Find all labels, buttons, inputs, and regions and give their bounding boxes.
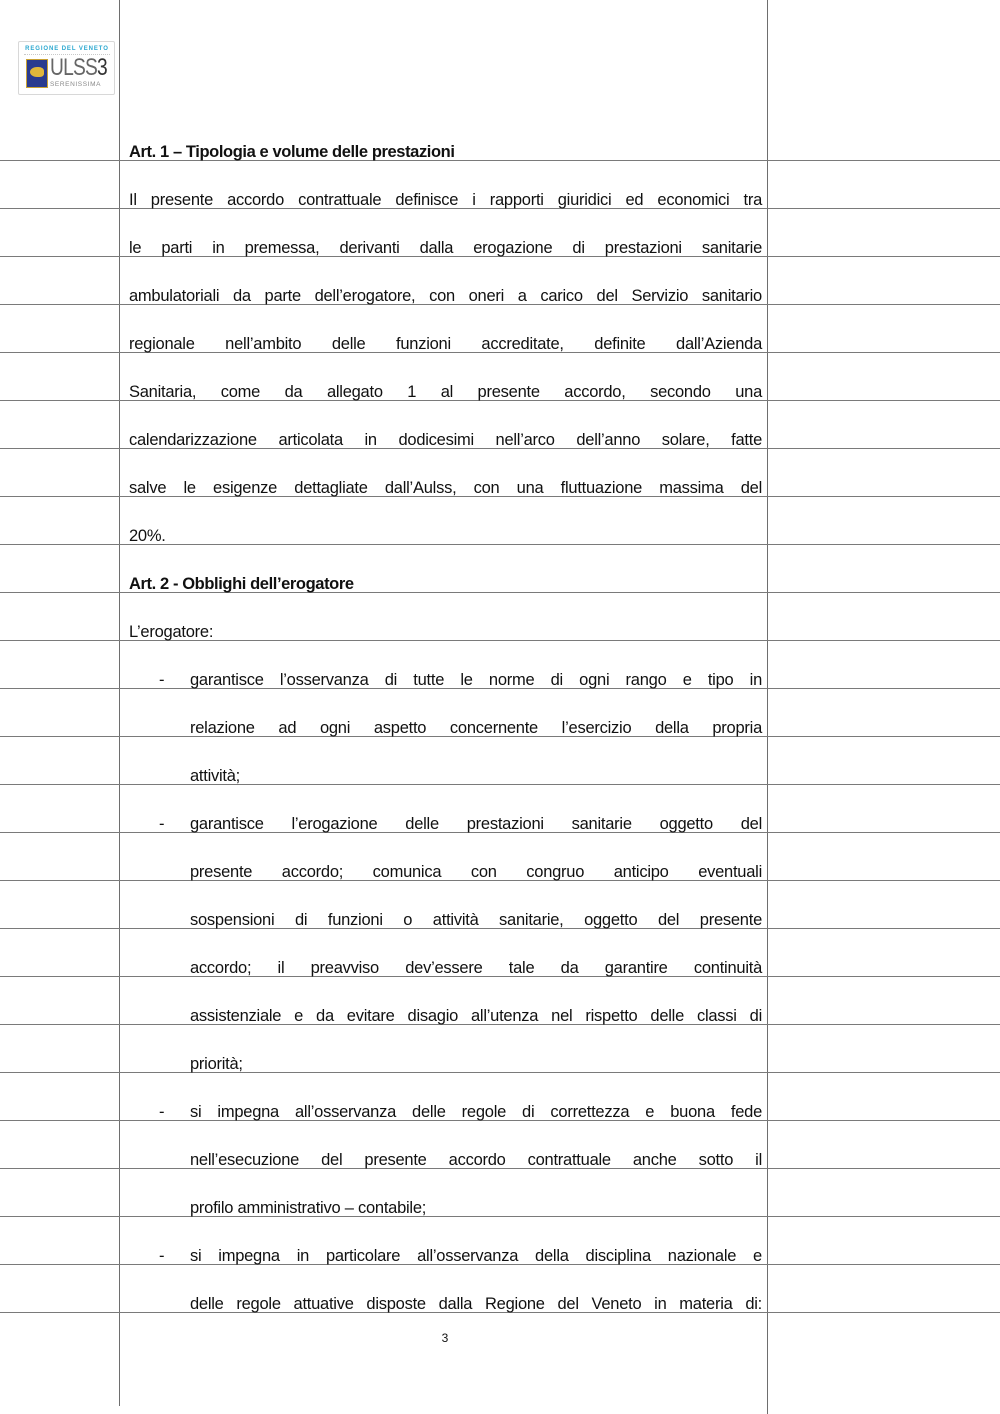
article-1-line: salve le esigenze dettagliate dall’Aulss, con una fluttuazione massima del (129, 479, 762, 497)
logo-brand: ULSS3 (50, 54, 107, 81)
ulss3-logo (18, 41, 115, 95)
list-item-line: sospensioni di funzioni o attività sanitarie, oggetto del presente (190, 911, 762, 929)
list-item-line: relazione ad ogni aspetto concernente l’esercizio della propria (190, 719, 762, 737)
list-item-line: garantisce l’erogazione delle prestazioni sanitarie oggetto del (190, 815, 762, 833)
article-1-line: le parti in premessa, derivanti dalla erogazione di prestazioni sanitarie (129, 239, 762, 257)
list-item-line: si impegna all’osservanza delle regole di correttezza e buona fede (190, 1103, 762, 1121)
list-item-line: accordo; il preavviso dev’essere tale da garantire continuità (190, 959, 762, 977)
list-bullet: - (159, 1247, 165, 1265)
list-item-line: profilo amministrativo – contabile; (190, 1199, 427, 1217)
article-1-line: Il presente accordo contrattuale definisce i rapporti giuridici ed economici tra (129, 191, 762, 209)
article-2-intro: L’erogatore: (129, 623, 214, 641)
list-item-line: delle regole attuative disposte dalla Regione del Veneto in materia di: (190, 1295, 762, 1313)
left-margin-rule (119, 0, 120, 1406)
lion-of-st-mark-crest-icon (26, 59, 48, 88)
article-1-line: ambulatoriali da parte dell’erogatore, con oneri a carico del Servizio sanitario (129, 287, 762, 305)
right-margin-rule (767, 0, 768, 1414)
list-item-line: nell’esecuzione del presente accordo contrattuale anche sotto il (190, 1151, 762, 1169)
page-number: 3 (441, 1331, 449, 1345)
article-1-line: regionale nell’ambito delle funzioni accreditate, definite dall’Azienda (129, 335, 762, 353)
list-item-line: priorità; (190, 1055, 243, 1073)
list-bullet: - (159, 671, 165, 689)
article-1-heading: Art. 1 – Tipologia e volume delle prestazioni (129, 143, 455, 161)
article-1-line: calendarizzazione articolata in dodicesimi nell’arco dell’anno solare, fatte (129, 431, 762, 449)
article-1-line: Sanitaria, come da allegato 1 al presente accordo, secondo una (129, 383, 762, 401)
article-2-heading: Art. 2 - Obblighi dell’erogatore (129, 575, 354, 593)
list-bullet: - (159, 1103, 165, 1121)
list-item-line: assistenziale e da evitare disagio all’utenza nel rispetto delle classi di (190, 1007, 762, 1025)
list-item-line: si impegna in particolare all’osservanza della disciplina nazionale e (190, 1247, 762, 1265)
list-bullet: - (159, 815, 165, 833)
logo-subtitle: SERENISSIMA (50, 81, 102, 88)
list-item-line: presente accordo; comunica con congruo anticipo eventuali (190, 863, 762, 881)
logo-region-text: REGIONE DEL VENETO (24, 46, 110, 55)
article-1-line: 20%. (129, 527, 166, 545)
list-item-line: attività; (190, 767, 241, 785)
list-item-line: garantisce l’osservanza di tutte le norme di ogni rango e tipo in (190, 671, 762, 689)
